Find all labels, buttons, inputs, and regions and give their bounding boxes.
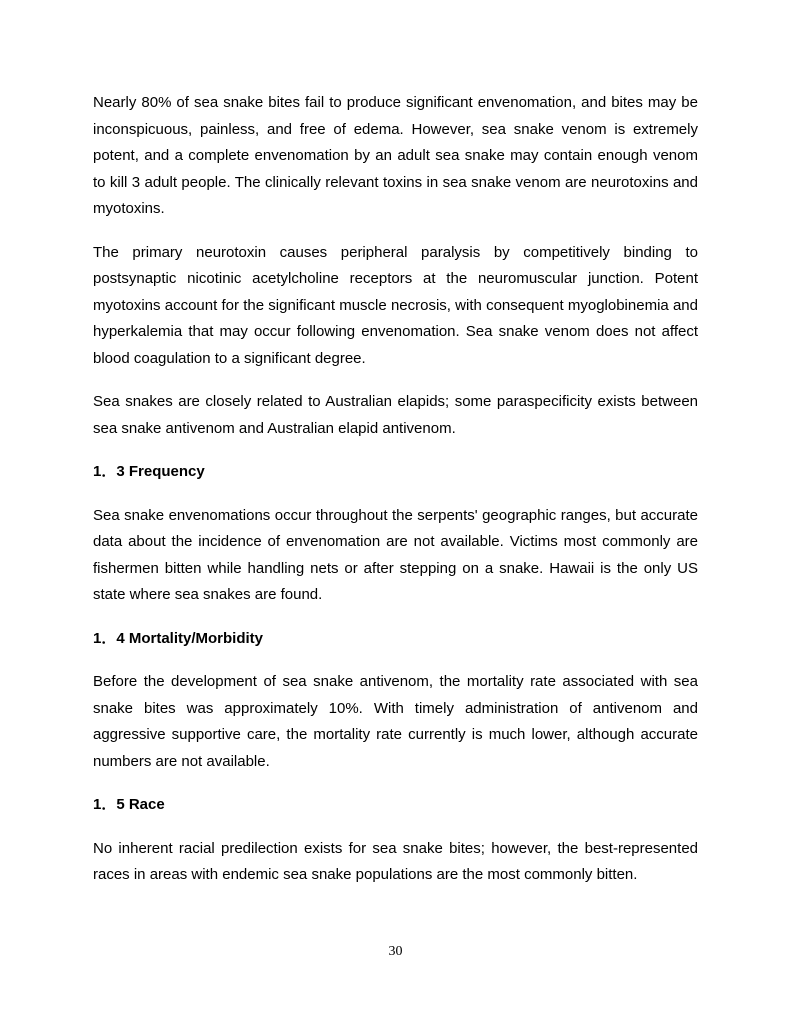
- paragraph-elapids: Sea snakes are closely related to Australian elapids; some paraspecificity exists between sea snake antivenom and Australian elapid antivenom.: [93, 393, 698, 437]
- paragraph-neurotoxin: The primary neurotoxin causes peripheral paralysis by competitively binding to postsynaptic nicotinic acetylcholine receptors at the neuromuscular junction. Potent myotoxins account for the significant muscle necrosis, with consequent myoglobinemia and hyperkalemia that may occur following envenomation. Sea snake venom does not affect blood coagulation to a significant degree.: [93, 243, 698, 367]
- document-body: [93, 90, 698, 889]
- paragraph-frequency: Sea snake envenomations occur throughout the serpents' geographic ranges, but accurate data about the incidence of envenomation are not available. Victims most commonly are fishermen bitten while handling nets or after stepping on a snake. Hawaii is the only US state where sea snakes are found.: [93, 506, 698, 603]
- paragraph-mortality: Before the development of sea snake antivenom, the mortality rate associated with sea snake bites was approximately 10%. With timely administration of antivenom and aggressive supportive care, the mortality rate currently is much lower, although accurate numbers are not available.: [93, 673, 698, 770]
- heading-mortality-morbidity: 1．4 Mortality/Morbidity: [93, 629, 264, 647]
- heading-frequency: 1．3 Frequency: [93, 463, 205, 480]
- paragraph-envenomation: Nearly 80% of sea snake bites fail to produce significant envenomation, and bites may be inconspicuous, painless, and free of edema. However, sea snake venom is extremely potent, and a complete envenomation by an adult sea snake may contain enough venom to kill 3 adult people. The clinically relevant toxins in sea snake venom are neurotoxins and myotoxins.: [93, 94, 698, 217]
- paragraph-race: No inherent racial predilection exists for sea snake bites; however, the best-represented races in areas with endemic sea snake populations are the most commonly bitten.: [93, 839, 698, 883]
- page-number: 30: [388, 944, 403, 959]
- heading-race: 1．5 Race: [93, 796, 165, 813]
